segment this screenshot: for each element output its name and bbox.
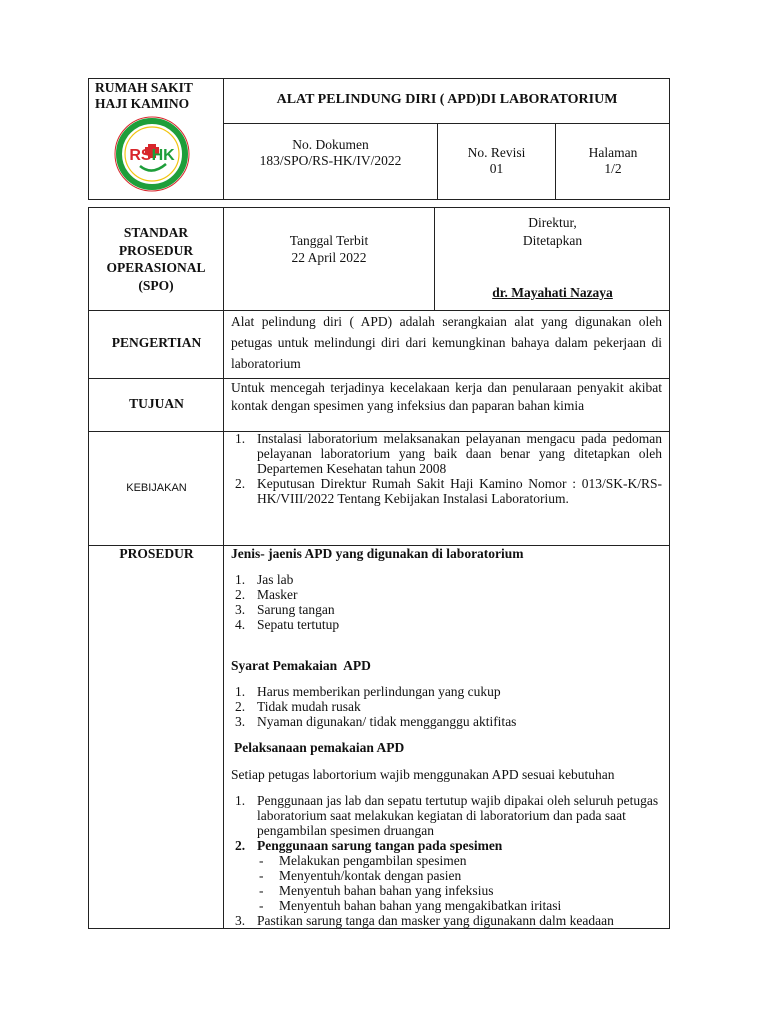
page-value: 1/2 — [604, 161, 622, 176]
implementation-list — [231, 793, 662, 928]
tujuan-text: Untuk mencegah terjadinya kecelakaan kerja dan penularaan penyakit akibat kontak dengan spesimen yang infeksius dan paparan bahan kimia — [231, 380, 662, 413]
list-item: 3. Nyaman digunakan/ tidak mengganggu aktifitas — [235, 714, 517, 729]
document-title: ALAT PELINDUNG DIRI ( APD)DI LABORATORIUM — [276, 92, 618, 107]
list-item: 2. Masker — [235, 587, 298, 602]
established-label: Ditetapkan — [522, 233, 583, 248]
glove-usage-list — [231, 853, 662, 913]
svg-text:RSHK: RSHK — [129, 147, 175, 164]
issued-label: Tanggal Terbit — [289, 233, 369, 248]
section2-title: Syarat Pemakaian APD — [231, 658, 371, 673]
list-item: 1. Jas lab — [235, 572, 294, 587]
list-item: 1. Instalasi laboratorium melaksanakan pelayanan mengacu pada pedoman pelayanan laboratorium yang baik daan benar yang ditetapkan oleh Departemen Kesehatan tahun 2008 — [235, 431, 662, 476]
page-label: Halaman — [588, 145, 638, 160]
pengertian-text: Alat pelindung diri ( APD) adalah serangkaian alat yang digunakan oleh petugas untuk melindungi diri dari kemungkinan bahaya dalam pekerjaan di laboratorium — [231, 314, 662, 371]
kebijakan-list — [231, 431, 662, 506]
hospital-name: RUMAH SAKIT HAJI KAMINO — [95, 80, 193, 111]
section1-title: Jenis- jaenis APD yang digunakan di laboratorium — [231, 546, 524, 561]
tujuan-label: TUJUAN — [129, 396, 184, 411]
section3-title: Pelaksanaan pemakaian APD — [234, 740, 405, 755]
spo-title: STANDAR PROSEDUR OPERASIONAL (SPO) — [106, 225, 206, 293]
prosedur-label: PROSEDUR — [119, 546, 194, 561]
header-divider — [223, 123, 670, 124]
director-name: dr. Mayahati Nazaya — [492, 285, 613, 300]
main-divider — [223, 207, 224, 929]
list-item: - Menyentuh bahan bahan yang mengakibatkan iritasi — [259, 898, 562, 913]
doc-no-value: 183/SPO/RS-HK/IV/2022 — [259, 153, 402, 168]
revision-value: 01 — [489, 161, 504, 176]
list-item: 1. Penggunaan jas lab dan sepatu tertutup wajib dipakai oleh seluruh petugas laboratorium saat melakukan kegiatan di laboratorium dan pada saat pengambilan spesimen druangan — [235, 793, 659, 838]
director-label: Direktur, — [528, 215, 577, 230]
revision-label: No. Revisi — [467, 145, 526, 160]
list-item: - Menyentuh bahan bahan yang infeksius — [259, 883, 494, 898]
pengertian-label: PENGERTIAN — [111, 335, 202, 350]
apd-types-list — [231, 572, 662, 632]
list-item: - Menyentuh/kontak dengan pasien — [259, 868, 462, 883]
requirements-list — [231, 684, 662, 729]
list-item: 2. Keputusan Direktur Rumah Sakit Haji Kamino Nomor : 013/SK-K/RS-HK/VIII/2022 Tentang Kebijakan Instalasi Laboratorium. — [235, 476, 662, 506]
section3-intro: Setiap petugas labortorium wajib menggunakan APD sesuai kebutuhan — [231, 767, 615, 782]
kebijakan-label: KEBIJAKAN — [126, 482, 187, 494]
list-item: 2. Tidak mudah rusak — [235, 699, 361, 714]
list-item: 3. Pastikan sarung tanga dan masker yang digunakann dalm keadaan — [235, 913, 614, 928]
list-item: 1. Harus memberikan perlindungan yang cukup — [235, 684, 501, 699]
issued-date: 22 April 2022 — [291, 250, 367, 265]
list-item: 2. Penggunaan sarung tangan pada spesimen - Melakukan pengambilan spesimen - Menyentuh/kontak dengan pasien - Menyentuh bahan bahan yang infeksius - Menyentuh bahan bahan yang mengakibatkan iritasi — [231, 838, 662, 913]
hospital-logo — [110, 114, 194, 198]
list-item: - Melakukan pengambilan spesimen — [259, 853, 467, 868]
doc-no-label: No. Dokumen — [292, 137, 369, 152]
list-item: 3. Sarung tangan — [235, 602, 335, 617]
list-item: 4. Sepatu tertutup — [235, 617, 340, 632]
